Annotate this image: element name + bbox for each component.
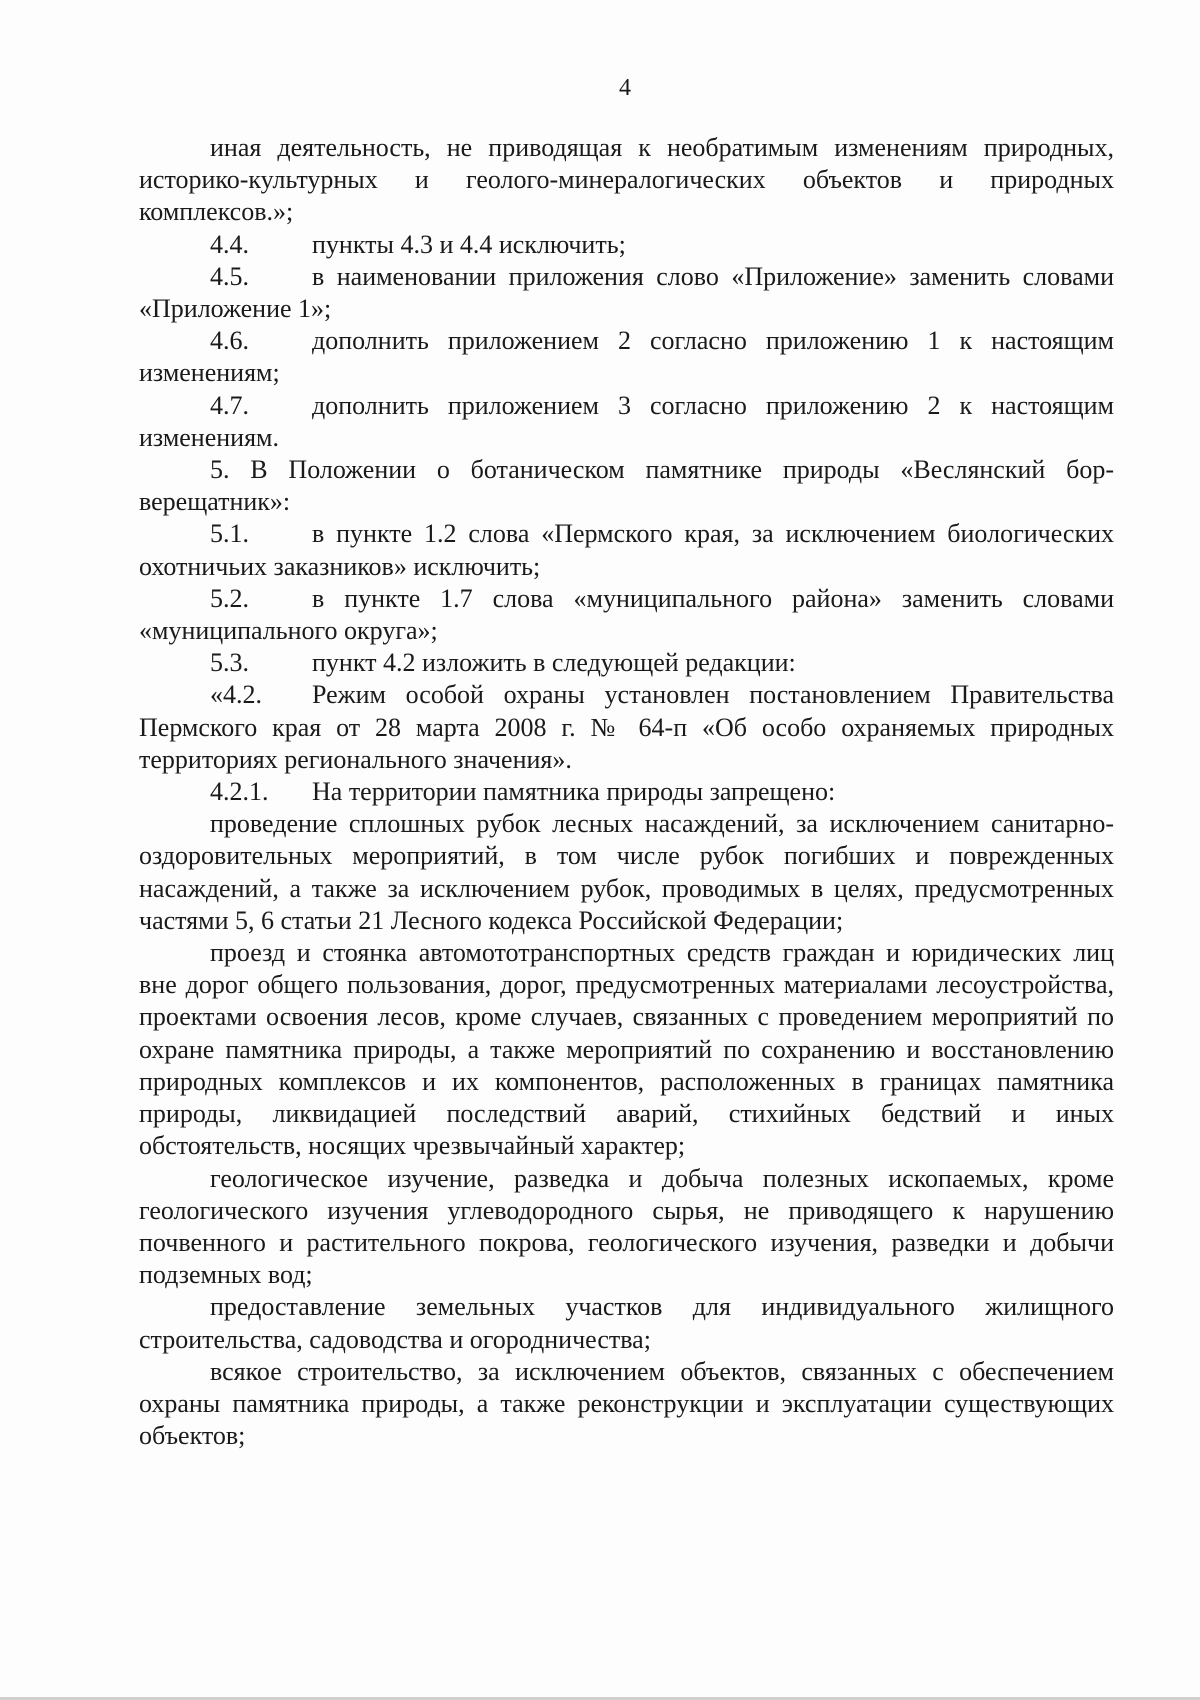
paragraph-construction [139,1356,1114,1453]
paragraph-section-5 [139,454,1114,518]
document-body [139,132,1114,1452]
paragraph-text: геологическое изучение, разведка и добыча полезных ископаемых, кроме геологического изучения углеводородного сырья, не приводящего к нарушению почвенного и растительного покрова, геологического изучения, разведки и добычи подземных вод; [139,1163,1114,1290]
item-text: дополнить приложением 2 согласно приложению 1 к настоящим изменениям; [139,326,1114,388]
list-item-4-2-1 [139,776,1114,808]
list-item-4-2 [139,679,1114,776]
item-text: дополнить приложением 3 согласно приложению 2 к настоящим изменениям. [139,390,1114,452]
item-text: в пункте 1.7 слова «муниципального района» заменить словами «муниципального округа»; [139,583,1114,646]
item-text: пункт 4.2 изложить в следующей редакции: [312,648,796,678]
item-number: 4.4. [210,229,249,259]
paragraph-text: проезд и стоянка автомототранспортных средств граждан и юридических лиц вне дорог общего пользования, дорог, предусмотренных материалами лесоустройства, проектами освоения лесов, кроме случаев, связанных с проведением мероприятий по охране памятника природы, а также мероприятий по сохранению и восстановлению природных комплексов и их компонентов, расположенных в границах памятника природы, ликвидацией последствий аварий, стихийных бедствий и иных обстоятельств, носящих чрезвычайный характер; [139,938,1114,1161]
paragraph-text: иная деятельность, не приводящая к необратимым изменениям природных, историко-культурных и геолого-минералогических объектов и природных комплексов.»; [139,133,1114,227]
item-text: На территории памятника природы запрещено: [312,777,836,807]
item-text: в пункте 1.2 слова «Пермского края, за исключением биологических охотничьих заказников» исключить; [139,519,1114,581]
page-number: 4 [619,75,631,101]
paragraph-continuation [139,132,1114,229]
item-text: пункты 4.3 и 4.4 исключить; [312,229,626,259]
item-text: в наименовании приложения слово «Приложение» заменить словами «Приложение 1»; [139,261,1114,324]
list-item-5-1 [139,518,1114,582]
paragraph-logging [139,808,1114,937]
item-number: 5.3. [210,648,249,678]
paragraph-land-plots [139,1291,1114,1355]
paragraph-text: всякое строительство, за исключением объектов, связанных с обеспечением охраны памятника природы, а также реконструкции и эксплуатации существующих объектов; [139,1356,1114,1451]
list-item-4-5 [139,261,1114,325]
item-number: 4.5. [210,261,249,291]
list-item-5-2 [139,583,1114,647]
item-number: 5.1. [210,519,249,549]
paragraph-text: 5. В Положении о ботаническом памятнике природы «Веслянский бор-верещатник»: [139,455,1114,517]
list-item-5-3 [139,647,1114,679]
item-number: 4.2.1. [210,777,269,807]
item-number: 5.2. [210,583,249,613]
paragraph-text: предоставление земельных участков для индивидуального жилищного строительства, садоводства и огородничества; [139,1292,1114,1354]
item-number: 4.6. [210,326,249,356]
paragraph-vehicles [139,937,1114,1162]
paragraph-geology [139,1163,1114,1292]
paragraph-text: проведение сплошных рубок лесных насаждений, за исключением санитарно-оздоровительных мероприятий, в том числе рубок погибших и поврежденных насаждений, а также за исключением рубок, проводимых в целях, предусмотренных частями 5, 6 статьи 21 Лесного кодекса Российской Федерации; [139,809,1114,935]
list-item-4-7 [139,390,1114,454]
list-item-4-6 [139,325,1114,389]
item-number: «4.2. [210,680,262,710]
item-number: 4.7. [210,390,249,420]
list-item-4-4 [139,229,1114,261]
item-text: Режим особой охраны установлен постановлением Правительства Пермского края от 28 марта 2008 г. № 64-п «Об особо охраняемых природных территориях регионального значения». [139,680,1114,774]
